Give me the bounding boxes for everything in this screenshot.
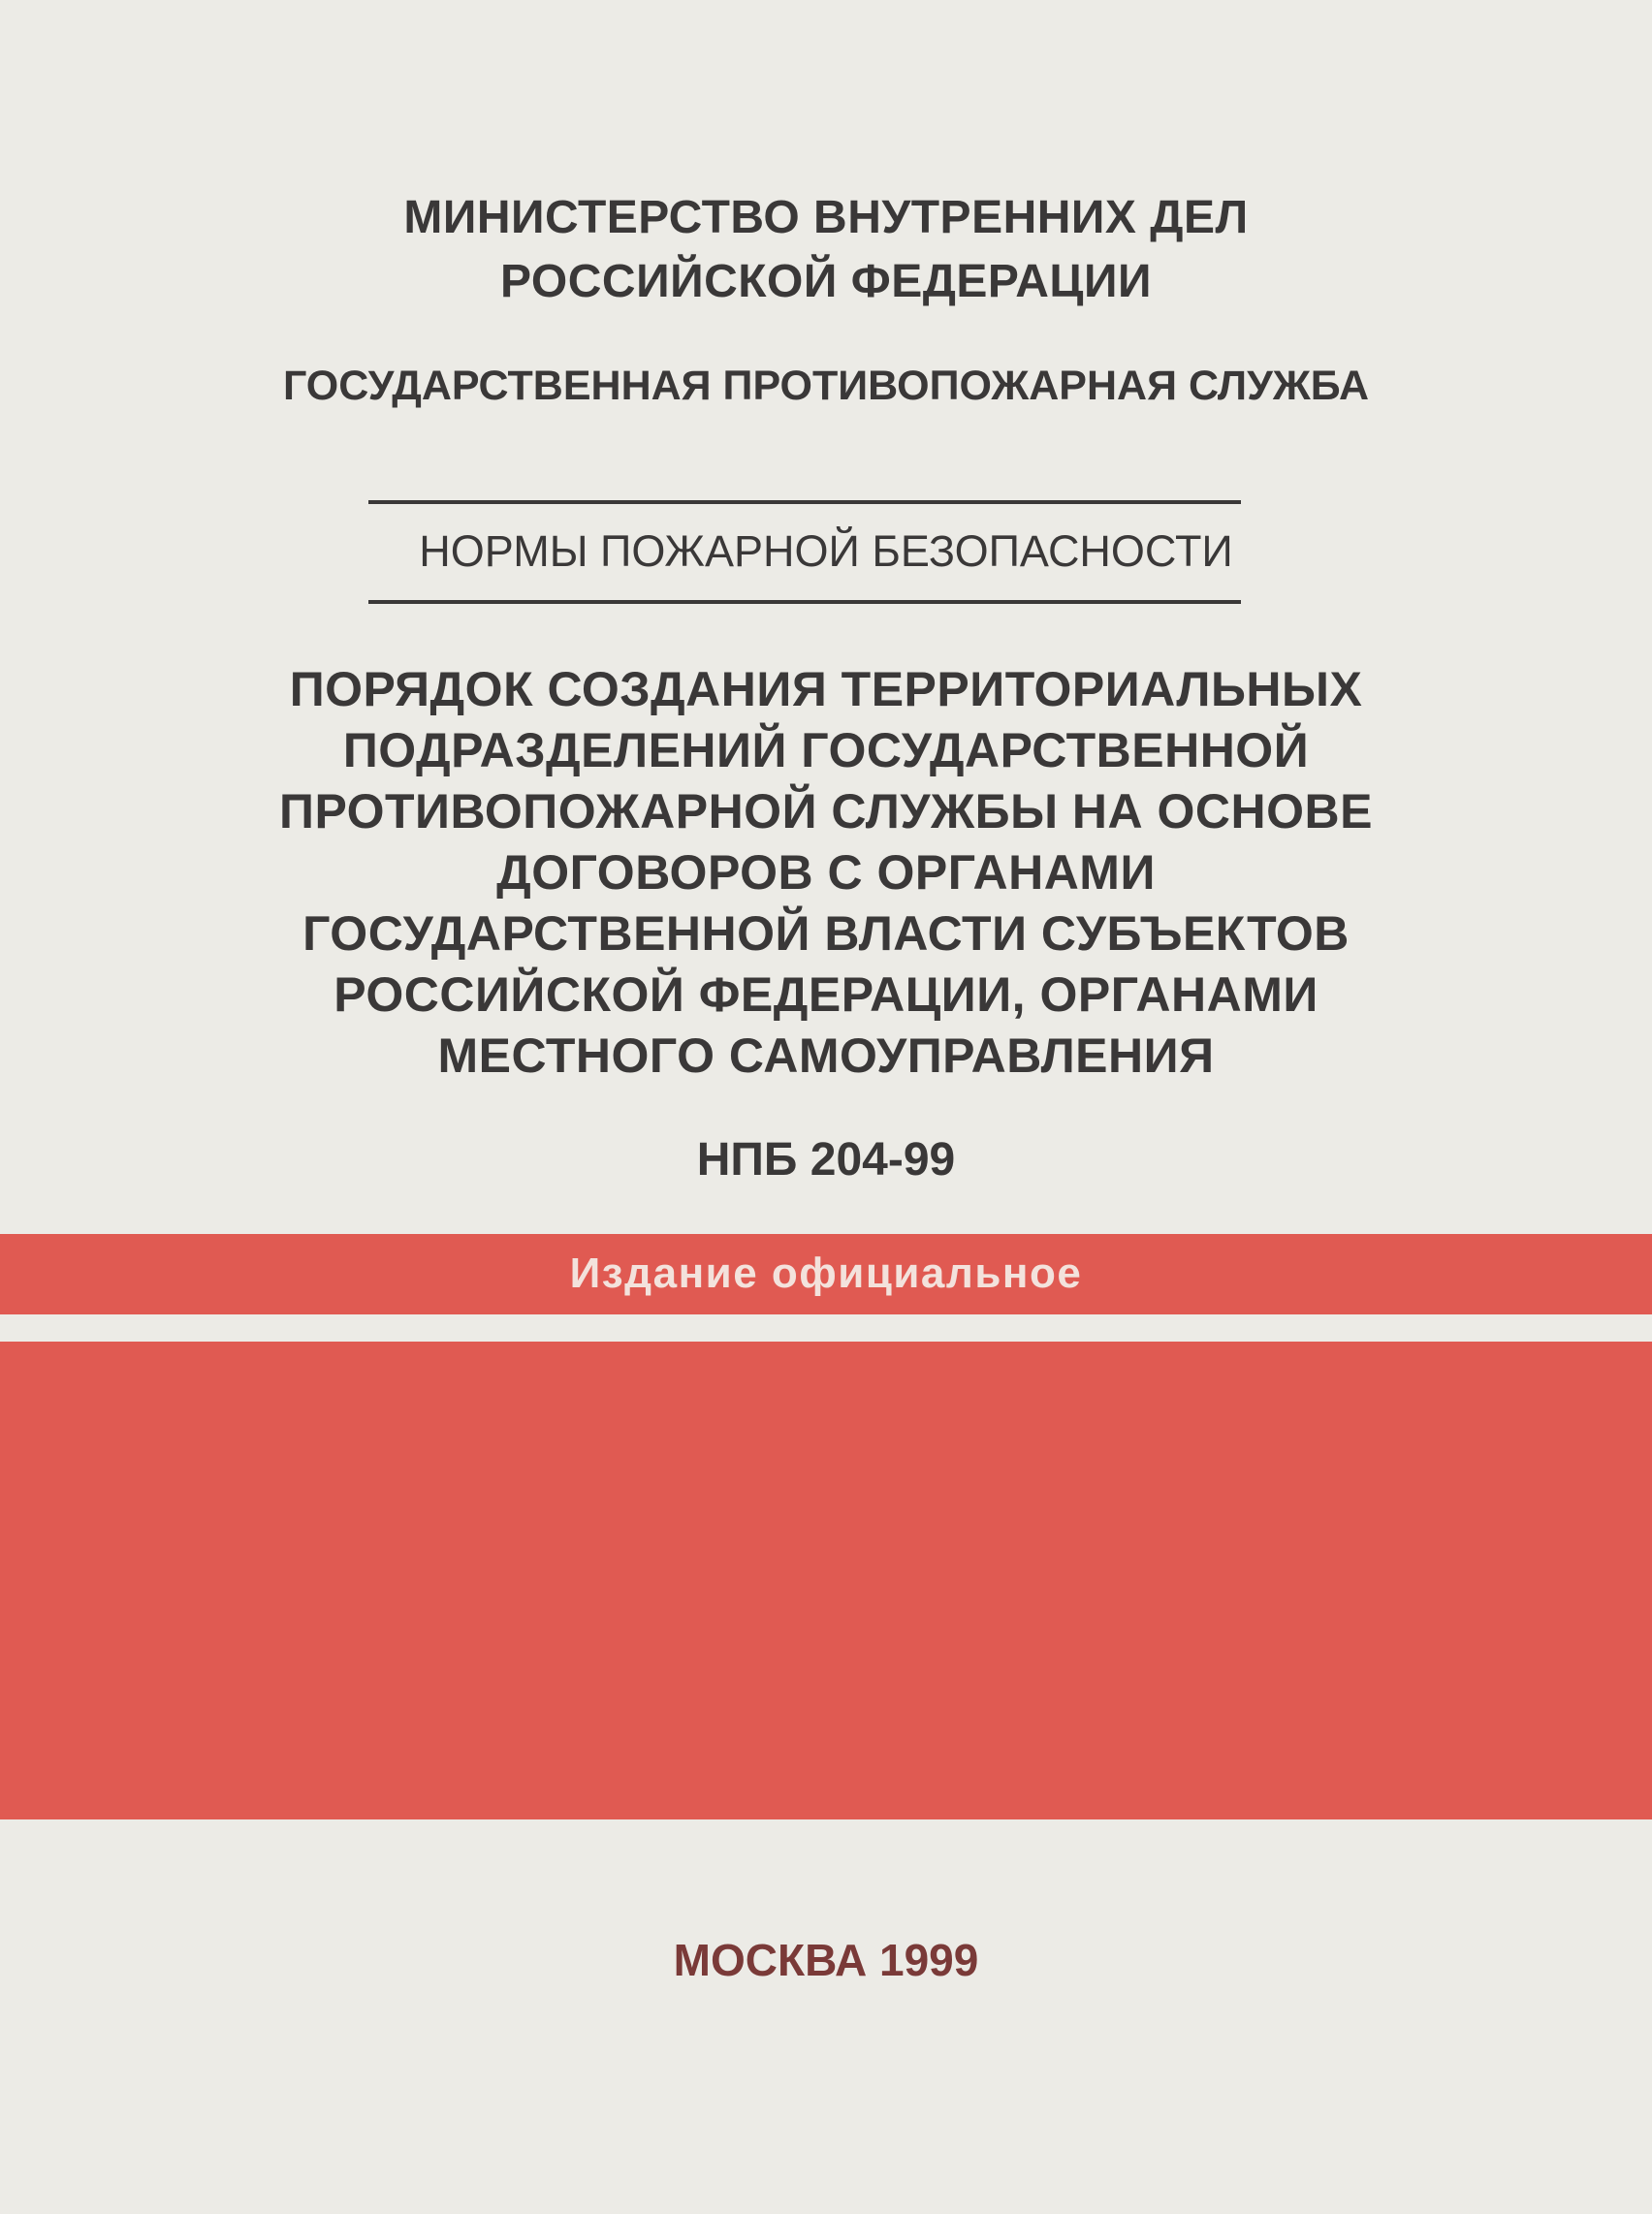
document-code: НПБ 204-99 xyxy=(696,1134,956,1186)
ministry-line-2: РОССИЙСКОЙ ФЕДЕРАЦИИ xyxy=(500,256,1152,307)
title-line: ГОСУДАРСТВЕННОЙ ВЛАСТИ СУБЪЕКТОВ xyxy=(302,906,1350,961)
title-line: ПОДРАЗДЕЛЕНИЙ ГОСУДАРСТВЕННОЙ xyxy=(342,723,1310,777)
title-line: РОССИЙСКОЙ ФЕДЕРАЦИИ, ОРГАНАМИ xyxy=(334,967,1318,1022)
divider-top xyxy=(368,500,1241,504)
title-line: ПРОТИВОПОЖАРНОЙ СЛУЖБЫ НА ОСНОВЕ xyxy=(279,784,1373,838)
category-label: НОРМЫ ПОЖАРНОЙ БЕЗОПАСНОСТИ xyxy=(419,526,1233,576)
divider-bottom xyxy=(368,600,1241,604)
title-line: ПОРЯДОК СОЗДАНИЯ ТЕРРИТОРИАЛЬНЫХ xyxy=(289,662,1363,716)
imprint-city-year: МОСКВА 1999 xyxy=(673,1935,979,1985)
title-line: МЕСТНОГО САМОУПРАВЛЕНИЯ xyxy=(437,1028,1215,1083)
edition-label: Издание официальное xyxy=(569,1249,1083,1297)
title-line: ДОГОВОРОВ С ОРГАНАМИ xyxy=(496,845,1156,900)
document-title xyxy=(0,659,1652,1087)
red-band-thick xyxy=(0,1342,1652,1819)
ministry-heading xyxy=(0,186,1652,314)
service-heading: ГОСУДАРСТВЕННАЯ ПРОТИВОПОЖАРНАЯ СЛУЖБА xyxy=(282,363,1370,409)
ministry-line-1: МИНИСТЕРСТВО ВНУТРЕННИХ ДЕЛ xyxy=(403,192,1249,243)
